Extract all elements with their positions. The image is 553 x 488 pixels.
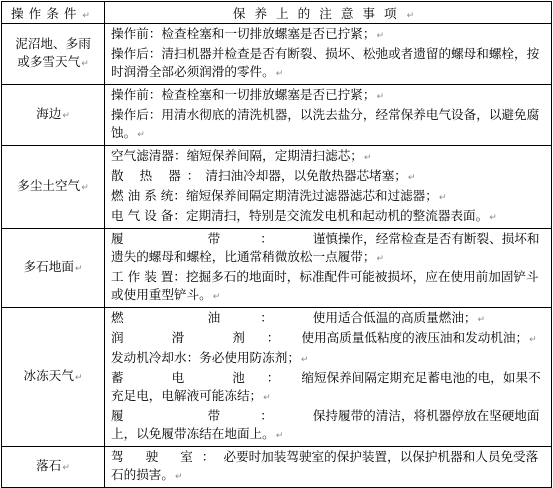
return-mark: ↵ [376,254,385,264]
notes-cell [105,146,552,229]
return-mark: ↵ [363,153,372,163]
condition-text: 多石地面 [23,259,74,274]
table-row [2,146,552,229]
condition-text: 海边 [36,106,62,121]
return-mark: ↵ [62,111,70,121]
note-label: 履 带： [111,231,313,246]
note-text: 谨慎操作，经常检查是否有断裂、损坏和遗失的螺母和螺栓，比通常稍微放松一点履带； [111,231,540,264]
note-label: 操作后： [111,46,162,61]
note-line [111,349,548,369]
notes-cell [105,229,552,308]
header-notes-text: 保养上的注意事项 [232,6,406,21]
return-mark: ↵ [300,355,309,365]
return-mark: ↵ [489,213,497,223]
table-row [2,24,552,85]
note-label: 发动机冷却水： [111,350,200,365]
return-mark: ↵ [529,335,537,345]
note-text: 检查栓塞和一切排放螺塞是否已拧紧； [161,87,376,102]
return-mark: ↵ [74,264,83,274]
maintenance-table [1,1,552,488]
return-mark: ↵ [81,59,89,69]
return-mark: ↵ [438,193,447,203]
note-line [111,207,548,227]
table-row [2,447,552,488]
note-line [111,230,548,268]
condition-cell [2,447,105,488]
table-row [2,229,552,308]
return-mark: ↵ [137,130,145,140]
table-row [2,85,552,146]
note-label: 蓄 电 池： [111,370,302,385]
note-label: 燃 油 系 统： [111,188,186,203]
note-text: 定期清扫，特别是交流发电机和起动机的整流器表面。 [185,208,489,223]
note-line [111,106,548,144]
return-mark: ↵ [407,173,416,183]
return-mark: ↵ [174,472,183,482]
header-notes [105,2,552,24]
return-mark: ↵ [263,393,271,403]
note-label: 履 带： [111,408,313,423]
note-text: 务必使用防冻剂； [199,350,300,365]
condition-cell [2,308,105,447]
note-text: 缩短保养间隔定期清洗过滤器滤芯和过滤器； [185,188,438,203]
header-condition [2,2,105,24]
return-mark: ↵ [406,11,424,21]
note-label: 操作前： [111,26,162,41]
condition-cell [2,146,105,229]
note-line [111,407,548,445]
note-text: 清扫油冷却器，以免散热器芯堵塞； [205,168,407,183]
note-line [111,25,548,45]
note-label: 燃 油： [111,310,313,325]
return-mark: ↵ [62,463,70,473]
note-label: 空气滤清器： [111,148,187,163]
note-label: 驾 驶 室： [111,449,224,464]
note-label: 散 热 器： [111,168,206,183]
note-label: 电 气 设 备： [111,208,186,223]
note-line [111,147,548,167]
table-row [2,308,552,447]
note-line [111,329,548,349]
condition-text: 落石 [36,458,62,473]
note-label: 操作前： [111,87,162,102]
note-text: 检查栓塞和一切排放螺塞是否已拧紧； [161,26,376,41]
note-text: 缩短保养间隔定期充足蓄电池的电，如果不充足电，电解液可能冻结； [111,370,541,403]
note-text: 挖掘多石的地面时，标准配件可能被损坏，应在使用前加固铲斗或使用重型铲斗。 [111,269,539,302]
condition-text: 冰冻天气 [23,368,74,383]
return-mark: ↵ [376,31,385,41]
notes-cell [105,24,552,85]
condition-text: 多尘土空气 [17,178,81,193]
note-text: 用清水彻底的清洗机器，以洗去盐分，经常保养电气设备，以避免腐蚀。 [111,107,540,140]
return-mark: ↵ [275,69,284,79]
condition-cell [2,85,105,146]
condition-cell [2,229,105,308]
note-text: 清扫机器并检查是否有断裂、损坏、松弛或者遗留的螺母和螺栓，按时润滑全部必须润滑的零件。 [111,46,540,79]
notes-cell [105,85,552,146]
notes-cell [105,447,552,488]
note-text: 使用高质量低粘度的液压油和发动机油； [301,330,529,345]
condition-text: 或多雪天气 [17,54,81,69]
note-text: 保持履带的清洁，将机器停放在坚硬地面上，以免履带冻结在地面上。 [111,408,540,441]
note-line [111,45,548,83]
return-mark: ↵ [81,183,89,193]
header-condition-text: 操作条件 [11,6,82,21]
note-text: 使用适合低温的高质量燃油； [312,310,477,325]
note-text: 必要时加装驾驶室的保护装置，以保护机器和人员免受落石的损害。 [111,449,539,482]
note-line [111,187,548,207]
note-line [111,167,548,187]
return-mark: ↵ [212,292,221,302]
table-header-row [2,2,552,24]
note-label: 润 滑 剂： [111,330,302,345]
note-line [111,86,548,106]
return-mark: ↵ [275,431,284,441]
note-text: 缩短保养间隔，定期清扫滤芯； [186,148,363,163]
note-label: 工 作 装 置： [111,269,186,284]
return-mark: ↵ [376,92,385,102]
return-mark: ↵ [477,315,486,325]
note-line [111,369,548,407]
note-line [111,448,548,486]
return-mark: ↵ [82,11,95,21]
condition-text: 泥沼地、多雨 [15,36,91,51]
note-line [111,309,548,329]
note-label: 操作后： [111,107,162,122]
condition-cell [2,24,105,85]
return-mark: ↵ [74,373,83,383]
note-line [111,268,548,306]
notes-cell [105,308,552,447]
